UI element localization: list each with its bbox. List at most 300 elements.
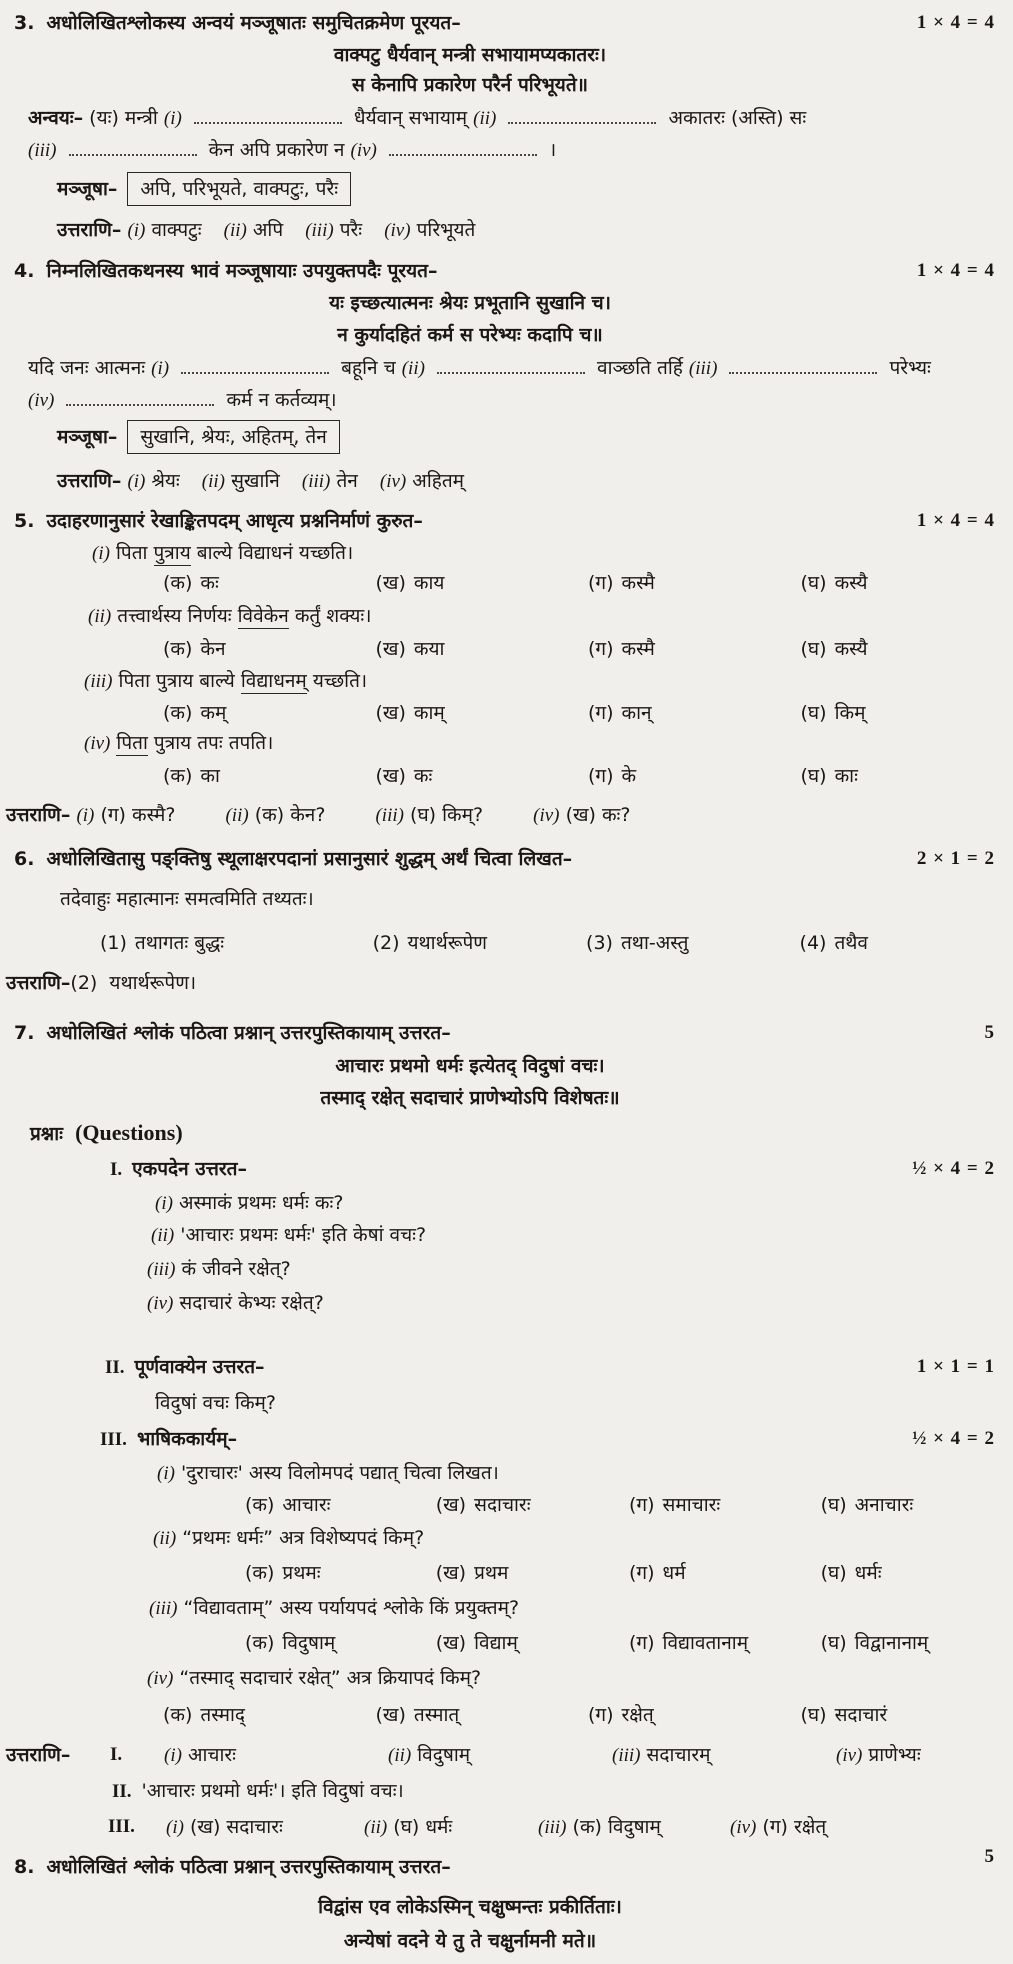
answer-pair [127, 219, 201, 241]
option-ga [588, 698, 801, 728]
section-marks: ½ × 4 = 2 [912, 1428, 995, 1449]
manjusha-label: मञ्जूषा– [57, 426, 118, 448]
q5-options-iii [0, 698, 1013, 728]
manjusha-box: अपि, परिभूयते, वाक्पटुः, परैः [127, 172, 351, 206]
option-value: तथैव [834, 932, 868, 954]
option-label: (ख) [435, 1632, 467, 1654]
q5-item-iii [0, 666, 1013, 697]
q4-answer-line [0, 466, 1013, 497]
answer-num: (iv) [836, 1745, 863, 1766]
answer-num: (i) [127, 471, 146, 492]
answer-pair [302, 470, 358, 492]
option-value: कः [413, 765, 433, 787]
option-gha [801, 568, 1013, 598]
option-label: (ख) [375, 1704, 406, 1726]
option-value: प्रथम [474, 1562, 509, 1584]
option-label: (ख) [375, 702, 406, 724]
q5-header [0, 506, 1013, 536]
option-label: (घ) [800, 702, 827, 724]
option-value: काय [413, 572, 445, 594]
option-value: यथार्थरूपेण [407, 932, 487, 954]
q7-answer-line-II [0, 1776, 1013, 1807]
blank-number-ii: (ii) [401, 358, 425, 379]
option-label: (घ) [820, 1562, 847, 1584]
answer-section-label: III. [108, 1816, 135, 1837]
option-kha [376, 1700, 589, 1730]
answer-value: वाक्पटुः [151, 219, 202, 241]
manjusha-box: सुखानि, श्रेयः, अहितम्, तेन [127, 420, 339, 454]
questions-heading [0, 1118, 1013, 1149]
option-label: (घ) [820, 1632, 847, 1654]
option-gha [821, 1558, 1013, 1588]
option-value: सदाचारं [834, 1704, 888, 1726]
item-pre: पिता [115, 542, 154, 564]
q7-header [0, 1018, 1013, 1048]
section-marks: ½ × 4 = 2 [912, 1158, 995, 1179]
answer-pair [612, 1740, 836, 1771]
q3-number: 3. [14, 12, 35, 34]
option-gha [801, 1700, 1013, 1730]
option-ga [588, 568, 801, 598]
option-value: तथागतः बुद्धः [134, 932, 225, 954]
answer-pair [164, 1740, 388, 1771]
questions-heading-sa: प्रश्नाः [30, 1123, 64, 1145]
q7-section-II-header [0, 1352, 1013, 1383]
option-value: केन [200, 638, 226, 660]
option-label: (क) [245, 1632, 275, 1654]
item-text [119, 670, 368, 694]
blank-number-ii: (ii) [473, 108, 497, 129]
option-kha [376, 698, 589, 728]
option-label: (घ) [800, 638, 827, 660]
item-number: (ii) [88, 606, 112, 627]
answer-section-label: I. [110, 1744, 123, 1765]
answer-value: (ग) कस्मै? [100, 804, 176, 826]
q3-title: अधोलिखितश्लोकस्य अन्वयं मञ्जूषातः समुचितक्रमेण पूरयत– [46, 12, 461, 34]
q7-III-item-i [0, 1458, 1013, 1489]
option-label: (ख) [375, 638, 406, 660]
answer-num: (ii) [201, 471, 226, 492]
option-value: तस्मात् [413, 1704, 460, 1726]
answer-pair [538, 1812, 730, 1843]
blank-number-i: (i) [163, 108, 182, 129]
option-kha [436, 1558, 629, 1588]
option-label: (घ) [800, 765, 827, 787]
answer-value: (ख) कः? [565, 804, 631, 826]
q6-answer-line [0, 968, 1013, 998]
item-text: 'आचारः प्रथमः धर्मः' इति केषां वचः? [180, 1224, 427, 1246]
q7-III-item-iii [0, 1593, 1013, 1624]
fill-blank [69, 141, 197, 156]
option-3 [586, 928, 799, 958]
q6-number: 6. [14, 848, 35, 870]
answer-value: अपि [252, 219, 284, 241]
q4-fill-line-2 [0, 385, 1013, 416]
answer-value: (घ) धर्मः [393, 1816, 453, 1838]
item-number: (ii) [153, 1528, 177, 1549]
answer-value: अहितम् [412, 470, 465, 492]
blank-number-i: (i) [151, 358, 170, 379]
option-value: आचारः [282, 1494, 331, 1516]
option-ka [163, 568, 376, 598]
option-value: अनाचारः [854, 1494, 914, 1516]
answers-label: उत्तराणि– [6, 972, 71, 994]
answer-num: (ii) [388, 1745, 412, 1766]
option-value: के [621, 765, 637, 787]
option-value: धर्मः [854, 1562, 882, 1584]
fill-blank [389, 141, 537, 156]
item-number: (iv) [84, 733, 111, 754]
anvaya-label: अन्वयः– [28, 107, 84, 129]
q5-options-ii [0, 634, 1013, 664]
fill-blank [66, 391, 214, 406]
q7-II-question: विदुषां वचः किम्? [155, 1392, 276, 1414]
option-value: विद्याम् [474, 1632, 518, 1654]
q7-section-III-header [0, 1424, 1013, 1455]
option-label: (ग) [629, 1562, 655, 1584]
option-label: (ग) [588, 1704, 614, 1726]
underlined-word: विवेकेन [237, 605, 289, 627]
answer-num: (iv) [533, 805, 560, 826]
q8-header [0, 1846, 1013, 1882]
option-value: कः [200, 572, 219, 594]
answers-label: उत्तराणि– [6, 1744, 71, 1766]
option-label: (ग) [629, 1494, 655, 1516]
q7-III-options-ii [0, 1558, 1013, 1588]
option-label: (घ) [820, 1494, 847, 1516]
fill-blank [437, 359, 585, 374]
q7-shloka-line-1: आचारः प्रथमो धर्मः इत्येतद् विदुषां वचः। [335, 1055, 605, 1077]
item-text [116, 542, 353, 566]
q7-title: अधोलिखितं श्लोकं पठित्वा प्रश्नान् उत्तरपुस्तिकायाम् उत्तरत– [46, 1022, 451, 1044]
item-number: (ii) [151, 1225, 175, 1246]
option-value: रक्षेत् [621, 1704, 654, 1726]
option-ga [629, 1558, 821, 1588]
section-label: III. [100, 1429, 127, 1450]
answer-pair [225, 804, 325, 826]
answer-num: (ii) [225, 805, 249, 826]
option-label: (क) [163, 1704, 193, 1726]
answer-pair [76, 804, 175, 826]
q5-item-iv [0, 728, 1013, 759]
answer-pair [375, 804, 483, 826]
q7-I-item-i [0, 1188, 1013, 1219]
option-label: (ग) [588, 702, 614, 724]
option-kha [376, 634, 589, 664]
answer-pair [388, 1740, 612, 1771]
option-kha [376, 568, 589, 598]
option-ka [245, 1628, 436, 1658]
fill-blank [181, 359, 329, 374]
option-label: (क) [163, 702, 193, 724]
answer-pair [533, 804, 630, 826]
answer-pair [127, 470, 179, 492]
q5-answer-line [0, 800, 1013, 831]
item-text: कं जीवने रक्षेत्? [181, 1258, 291, 1280]
answer-value: (ख) सदाचारः [189, 1816, 283, 1838]
item-text: सदाचारं केभ्यः रक्षेत्? [179, 1292, 324, 1314]
q3-shloka-line-2: स केनापि प्रकारेण परैर्न परिभूयते॥ [351, 74, 589, 96]
item-post: बाल्ये विद्याधनं यच्छति। [190, 542, 354, 564]
q7-section-I-header [0, 1154, 1013, 1185]
anvaya-text: अकातरः (अस्ति) सः [668, 107, 807, 129]
option-kha [376, 761, 589, 791]
blank-number-iii: (iii) [688, 358, 718, 379]
blank-number-iv: (iv) [28, 390, 55, 411]
q7-III-options-i [0, 1490, 1013, 1520]
fill-blank [729, 359, 877, 374]
option-label: (3) [586, 932, 613, 954]
option-ka [163, 698, 376, 728]
q4-manjusha-row [0, 420, 1013, 454]
answer-section-label: II. [112, 1781, 132, 1802]
q3-anvaya-line-2 [0, 135, 1013, 166]
fill-text: बहूनि च [341, 357, 396, 379]
answer-value: सदाचारम् [646, 1744, 711, 1766]
option-ga [629, 1628, 821, 1658]
option-value: कान् [621, 702, 652, 724]
option-value: तस्माद् [200, 1704, 246, 1726]
option-value: विद्यावतानाम् [662, 1632, 749, 1654]
q4-shloka-line-2: न कुर्यादहितं कर्म स परेभ्यः कदापि च॥ [337, 324, 603, 346]
q5-options-i [0, 568, 1013, 598]
option-value: धर्म [662, 1562, 686, 1584]
answer-num: (iii) [612, 1745, 641, 1766]
answers-label: उत्तराणि– [57, 219, 122, 241]
anvaya-text: धैर्यवान् सभायाम् [353, 107, 468, 129]
option-value: कस्मै [621, 572, 655, 594]
q3-shloka-line-1: वाक्पटु धैर्यवान् मन्त्री सभायामप्यकातरः। [333, 44, 607, 66]
item-number: (i) [155, 1193, 173, 1214]
option-label: (ख) [435, 1494, 467, 1516]
option-value: कस्मै [621, 638, 655, 660]
q7-III-item-iv [0, 1663, 1013, 1694]
underlined-word: विद्याधनम् [240, 670, 307, 692]
item-post: यच्छति। [306, 670, 368, 692]
item-text [116, 732, 273, 756]
answer-pair [384, 219, 475, 241]
option-value: का [200, 765, 220, 787]
option-value: कस्यै [834, 572, 868, 594]
q7-I-item-iii [0, 1254, 1013, 1285]
answer-num: (iv) [730, 1817, 757, 1838]
q7-number: 7. [14, 1022, 35, 1044]
option-value: सदाचारः [474, 1494, 531, 1516]
option-gha [821, 1490, 1013, 1520]
option-label: (ग) [588, 638, 614, 660]
option-label: (ख) [375, 765, 406, 787]
q3-anvaya-line-1 [0, 103, 1013, 134]
option-value: समाचारः [662, 1494, 721, 1516]
answer-num: (ii) [223, 220, 247, 241]
item-number: (i) [92, 543, 110, 564]
item-text [117, 605, 371, 629]
option-label: (2) [372, 932, 400, 954]
answer-num: (iii) [538, 1817, 567, 1838]
q5-number: 5. [14, 510, 35, 532]
option-value: प्रथमः [282, 1562, 321, 1584]
section-title: भाषिककार्यम्– [136, 1428, 238, 1450]
q5-title: उदाहरणानुसारं रेखाङ्कितपदम् आधृत्य प्रश्ननिर्माणं कुरुत– [46, 510, 423, 532]
q6-title: अधोलिखितासु पङ्क्तिषु स्थूलाक्षरपदानां प्रसानुसारं शुद्धम् अर्थं चित्वा लिखत– [46, 848, 573, 870]
fill-blank [508, 109, 656, 124]
option-gha [801, 698, 1013, 728]
option-value: कस्यै [834, 638, 868, 660]
answer-pair [364, 1812, 538, 1843]
option-label: (क) [245, 1494, 275, 1516]
q5-options-iv [0, 761, 1013, 791]
option-value: तथा-अस्तु [620, 932, 689, 954]
answer-value: परिभूयते [416, 219, 476, 241]
fill-text: वाञ्छति तर्हि [597, 357, 683, 379]
answer-value: तेन [336, 470, 358, 492]
q8-shloka-line-2: अन्येषां वदने ये तु ते चक्षुर्नामनी मते॥ [343, 1930, 597, 1952]
answer-pair [305, 219, 362, 241]
answer-num: (iv) [384, 220, 411, 241]
q8-shloka-line-1: विद्वांस एव लोकेऽस्मिन् चक्षुष्मन्तः प्रकीर्तिताः। [318, 1896, 622, 1918]
option-label: (ग) [588, 572, 614, 594]
option-ga [588, 1700, 801, 1730]
section-marks: 1 × 1 = 1 [916, 1356, 995, 1377]
option-ka [163, 1700, 376, 1730]
option-label: (क) [245, 1562, 275, 1584]
item-number: (iii) [149, 1598, 178, 1619]
q7-III-options-iii [0, 1628, 1013, 1658]
answer-text: 'आचारः प्रथमो धर्मः'। इति विदुषां वचः। [141, 1780, 404, 1802]
anvaya-text: (यः) मन्त्री [89, 107, 158, 129]
fill-text: यदि जनः आत्मनः [28, 357, 146, 379]
section-label: I. [110, 1159, 123, 1180]
answer-num: (iii) [301, 471, 331, 492]
option-value: काः [834, 765, 858, 787]
manjusha-label: मञ्जूषा– [57, 178, 118, 200]
option-label: (घ) [800, 572, 827, 594]
underlined-word: पुत्राय [153, 542, 191, 564]
item-number: (iii) [147, 1259, 176, 1280]
q7-III-item-ii [0, 1523, 1013, 1554]
option-label: (क) [163, 572, 193, 594]
q8-number: 8. [14, 1856, 35, 1878]
anvaya-text: । [548, 139, 557, 161]
option-ga [629, 1490, 821, 1520]
option-kha [436, 1628, 629, 1658]
item-text: “प्रथमः धर्मः” अत्र विशेष्यपदं किम्? [182, 1527, 425, 1549]
option-gha [801, 761, 1013, 791]
q6-sentence: तदेवाहुः महात्मानः समत्वमिति तथ्यतः। [60, 888, 314, 910]
item-number: (iv) [147, 1668, 174, 1689]
answer-value: आचारः [187, 1744, 236, 1766]
item-pre: तत्त्वार्थस्य निर्णयः [117, 605, 238, 627]
answer-pair [730, 1812, 826, 1843]
answer-num: (i) [76, 805, 95, 826]
section-title: पूर्णवाक्येन उत्तरत– [134, 1356, 265, 1378]
answer-value: (क) केन? [254, 804, 326, 826]
answer-num: (2) [70, 972, 98, 994]
answer-value: यथार्थरूपेण। [109, 972, 197, 994]
answer-value: श्रेयः [151, 470, 180, 492]
answer-value: (क) विदुषाम् [572, 1816, 661, 1838]
option-ka [163, 634, 376, 664]
answer-pair [166, 1812, 364, 1843]
option-ka [245, 1558, 436, 1588]
q6-header [0, 844, 1013, 874]
underlined-word: पिता [116, 732, 148, 754]
option-ga [588, 634, 801, 664]
answer-pair [380, 470, 464, 492]
item-text: अस्माकं प्रथमः धर्मः कः? [178, 1192, 344, 1214]
option-value: किम् [834, 702, 866, 724]
option-label: (क) [163, 765, 193, 787]
item-text: “विद्यावताम्” अस्य पर्यायपदं श्लोके किं प्रयुक्तम्? [183, 1597, 520, 1619]
answer-value: परैः [339, 219, 363, 241]
q3-manjusha-row [0, 172, 1013, 206]
option-4 [800, 928, 1013, 958]
option-label: (ग) [588, 765, 614, 787]
option-value: विदुषाम् [282, 1632, 336, 1654]
answer-pair [202, 470, 280, 492]
q6-marks: 2 × 1 = 2 [916, 848, 995, 869]
answer-num: (iii) [305, 220, 334, 241]
blank-number-iv: (iv) [350, 140, 377, 161]
q7-I-item-iv [0, 1288, 1013, 1319]
q7-III-options-iv [0, 1700, 1013, 1730]
option-value: विद्वानानाम् [854, 1632, 929, 1654]
option-2 [373, 928, 586, 958]
q8-marks: 5 [984, 1846, 995, 1867]
option-label: (क) [163, 638, 193, 660]
option-ka [245, 1490, 436, 1520]
answers-label: उत्तराणि– [57, 470, 122, 492]
q4-number: 4. [14, 260, 35, 282]
option-gha [821, 1628, 1013, 1658]
option-label: (1) [100, 932, 127, 954]
fill-text: कर्म न कर्तव्यम्। [226, 389, 337, 411]
q4-title: निम्नलिखितकथनस्य भावं मञ्जूषायाः उपयुक्तपदैः पूरयत– [46, 260, 438, 282]
option-label: (ग) [629, 1632, 655, 1654]
answer-value: (घ) किम्? [410, 804, 484, 826]
q4-fill-line-1 [0, 353, 1013, 384]
fill-text: परेभ्यः [889, 357, 931, 379]
answers-label: उत्तराणि– [6, 804, 71, 826]
answer-num: (i) [166, 1817, 184, 1838]
option-value: कया [413, 638, 445, 660]
option-kha [436, 1490, 629, 1520]
answer-value: (ग) रक्षेत् [762, 1816, 827, 1838]
q4-shloka-line-1: यः इच्छत्यात्मनः श्रेयः प्रभूतानि सुखानि च। [329, 292, 611, 314]
blank-number-iii: (iii) [28, 140, 57, 161]
option-1 [100, 928, 373, 958]
answer-value: सुखानि [231, 470, 280, 492]
option-ka [163, 761, 376, 791]
q5-item-i [0, 538, 1013, 569]
option-label: (ख) [435, 1562, 467, 1584]
item-number: (iii) [84, 671, 113, 692]
fill-blank [194, 109, 342, 124]
q7-answer-line-I [0, 1740, 1013, 1771]
option-label: (घ) [800, 1704, 827, 1726]
q6-options [0, 928, 1013, 958]
q3-marks: 1 × 4 = 4 [916, 12, 995, 33]
q3-answer-line [0, 215, 1013, 246]
answer-num: (iv) [379, 471, 407, 492]
item-post: पुत्राय तपः तपति। [147, 732, 274, 754]
questions-heading-en: (Questions) [75, 1120, 183, 1145]
item-post: कर्तुं शक्यः। [288, 605, 372, 627]
item-text: 'दुराचारः' अस्य विलोमपदं पद्यात् चित्वा लिखत। [180, 1462, 499, 1484]
q7-marks: 5 [984, 1022, 995, 1043]
answer-num: (i) [164, 1745, 182, 1766]
option-label: (ख) [375, 572, 406, 594]
